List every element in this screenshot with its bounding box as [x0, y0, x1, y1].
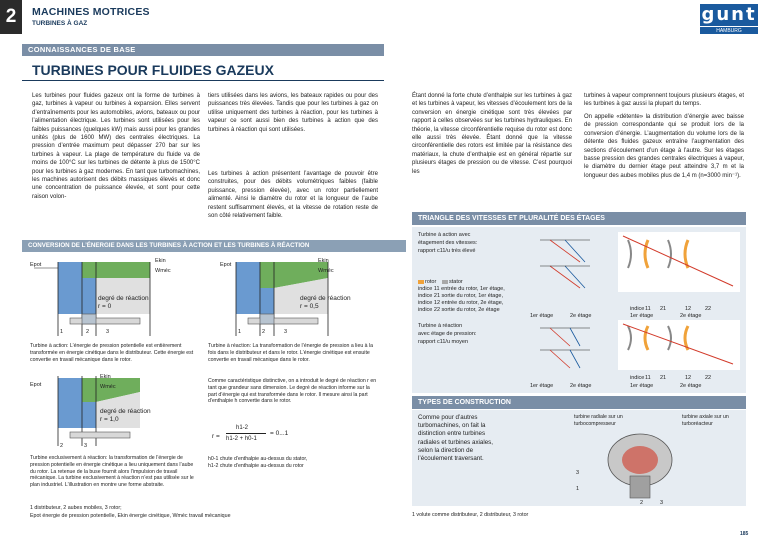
- intro-paragraph-6: On appelle «détente» la distribution d’énergie avec baisse de pression correspondante qui se produit lors de la conversion d’énergie. L’augmentation du volume lors de la détente des fluides gazeux entraîne l’augmentation des sections d’écoulement d’un étage à l’autre. Sur les étages basse pression des grandes centrales électriques à vapeur, le diamètre du dernier étage peut atteindre 3,7 m et la longueur des aubes mobiles plus de 1,4 m (n=3000 min⁻¹).: [584, 114, 744, 179]
- intro-paragraph-5: turbines à vapeur comprennent toujours plusieurs étages, et les turbines à gaz aussi la plupart du temps.: [584, 93, 744, 108]
- chapter-subtitle: TURBINES À GAZ: [32, 20, 88, 27]
- diagram-reaction-turbine: [208, 258, 378, 338]
- formula-range: = 0...1: [270, 430, 289, 437]
- construction-part-3: 3: [576, 470, 580, 476]
- reaction-turbine-svg: [208, 258, 378, 338]
- construction-part-2: 2: [640, 500, 644, 506]
- intro-paragraph-1: Les turbines pour fluides gazeux ont la forme de turbines à gaz, turbines à vapeur ou turbines à expansion. Elles servent d’entraînements pour les automobiles, avions, bateaux ou pour l’alimentation électrique. Les turbines sont utilisées pour les faibles puissances (quelques kW) mais aussi pour les grandes unités (plus de 1600 MW) des centrales électriques. La pression d’entrée maximum peut dépasser 270 bar sur les turbines à vapeur. La plage de température du fluide va de moins de 100°C sur les turbines de détente à plus de 1500°C pour les turbines à gaz modernes. En tant que turbomachines, les machines autorisent des débits massiques élevés et donc une concentration de puissance élevée, et sont pour cette raison volon-: [32, 93, 200, 200]
- caption-pure-reaction: Turbine exclusivement à réaction: la transformation de l’énergie de pression potentielle en énergie cinétique a lieu uniquement dans l’aube du rotor. La retenue de la buse fournit alors l’impulsion de travail mécanique. La turbine exclusivement à réaction n’est pas utilisée sur le plan industriel. L’illustration en montre une forme abstraite.: [30, 455, 194, 489]
- ekin-label-2: Ekin: [318, 258, 329, 264]
- axial-turbine-label: turbine axiale sur un turboréacteur: [682, 414, 729, 427]
- action-turbine-title-1: Turbine à action avec: [418, 232, 471, 238]
- index-12-b: 12: [685, 375, 692, 381]
- intro-paragraph-2: tiers utilisées dans les avions, les bateaux rapides ou pour des puissances très élevées. Tandis que pour les turbines à gaz on utilise uniquement des turbines à réaction, pour les turbines à vapeur ce sont aussi bien des turbines à action que des turbines à réaction qui sont utilisées.: [208, 93, 378, 133]
- part-number-2b: 2: [262, 329, 266, 335]
- chapter-number: 2: [0, 0, 22, 34]
- part-number-2a: 2: [86, 329, 90, 335]
- ekin-label-3: Ekin: [100, 374, 111, 380]
- formula-fraction-bar: [226, 433, 266, 434]
- velocity-triangles-action: [530, 232, 600, 292]
- page-title: TURBINES POUR FLUIDES GAZEUX: [32, 62, 274, 78]
- part-number-1a: 1: [60, 329, 64, 335]
- legend-rotor-label: rotor: [425, 279, 437, 285]
- logo-text: gunt: [701, 4, 757, 25]
- epot-label-1: Epot: [30, 262, 42, 268]
- construction-text: Comme pour d’autres turbomachines, on fait la distinction entre turbines radiales et turbines axiales, selon la direction de l’écoulement traversant.: [418, 414, 493, 463]
- caption-action-turbine: Turbine à action: L’énergie de pression potentielle est entièrement transformée en énergie cinétique dans le distributeur. Cette énergie est convertie en travail mécanique dans le rotor.: [30, 343, 194, 363]
- blade-action-svg: [618, 232, 740, 292]
- reaction-turbine-title-1: Turbine à réaction: [418, 323, 463, 329]
- reaction-degree-label-2: degré de réaction: [300, 295, 351, 302]
- radial-turbine-label: turbine radiale sur un turbocompresseur: [574, 414, 623, 427]
- blade-schematic-action: [618, 232, 740, 292]
- part-number-1b: 1: [238, 329, 242, 335]
- index-21-a: 21: [660, 306, 667, 312]
- formula-denominator: h1-2 + h0-1: [226, 436, 257, 442]
- intro-paragraph-3: Les turbines à action présentent l’avantage de pouvoir être construites, pour des débits volumétriques faibles (faible puissance, pression élevée), avec un rotor partiellement alimenté. Ainsi le diamètre du rotor et la longueur de l’aube restent suffisamment élevés, et la vitesse de rotation reste de son côté relativement faible.: [208, 171, 378, 220]
- epot-label-3: Epot: [30, 382, 42, 388]
- blade-schematic-reaction: [618, 320, 740, 370]
- wmec-label-1: Wméc: [155, 268, 171, 274]
- construction-part-1: 1: [576, 486, 580, 492]
- part-number-3a: 3: [106, 329, 110, 335]
- action-turbine-title-2: étagement des vitesses:: [418, 240, 478, 246]
- epot-label-2: Epot: [220, 262, 232, 268]
- construction-footnote: 1 volute comme distributeur, 2 distributeur, 3 rotor: [412, 512, 529, 518]
- action-turbine-title-3: rapport c11/u très élevé: [418, 248, 476, 254]
- velocity-triangles-reaction: [530, 320, 600, 375]
- stages-bar: TRIANGLE DES VITESSES ET PLURALITÉ DES ÉTAGES: [412, 212, 746, 225]
- intro-paragraph-4: Étant donné la forte chute d’enthalpie sur les turbines à gaz et les turbines à vapeur, les vitesses d’écoulement lors de la conversion en énergie cinétique sont très élevées par rapport à celles observées sur les turbines hydrauliques. En théorie, la vitesse circonférentielle requise du rotor est donc elle aussi très élevée. Étant donné que la vitesse circonférentielle des rotors est limitée par la résistance des matériaux, la chute d’enthalpie est en général répartie sur plusieurs étages de pression ou de vitesse. C’est pourquoi les: [412, 93, 572, 175]
- velocity-triangle-action-svg: [530, 232, 600, 292]
- index-21-b: 21: [660, 375, 667, 381]
- wmec-label-2: Wméc: [318, 268, 334, 274]
- reaction-degree-description: Comme caractéristique distinctive, on a introduit le degré de réaction r en tant que grandeur sans dimension. Le degré de réaction informe sur la part d’énergie qui est transformée dans le rotor. Il mesure ainsi la part d’enthalpie h convertie dans le rotor.: [208, 378, 377, 405]
- enthalpy-definition-1: h0-1 chute d’enthalpie au-dessus du stator,: [208, 456, 308, 462]
- part-number-2c: 2: [60, 443, 64, 449]
- reaction-degree-label-3: degré de réaction: [100, 408, 151, 415]
- chapter-title: MACHINES MOTRICES: [32, 6, 150, 18]
- stage-1-label-d: 1er étage: [630, 383, 654, 389]
- index-12-desc: indice 12 entrée du rotor, 2e étage,: [418, 300, 504, 306]
- stage-2-label-b: 2e étage: [680, 313, 702, 319]
- conversion-footnote-1: 1 distributeur, 2 aubes mobiles, 3 rotor;: [30, 505, 122, 511]
- index-22-a: 22: [705, 306, 712, 312]
- reaction-degree-value-3: r = 1,0: [100, 416, 119, 423]
- enthalpy-definition-2: h1-2 chute d’enthalpie au-dessus du rotor: [208, 463, 304, 469]
- title-divider: [22, 80, 384, 81]
- reaction-degree-label-1: degré de réaction: [98, 295, 149, 302]
- construction-part-3b: 3: [660, 500, 664, 506]
- wmec-label-3: Wméc: [100, 384, 116, 390]
- reaction-degree-value-2: r = 0,5: [300, 303, 319, 310]
- blade-reaction-svg: [618, 320, 740, 370]
- legend-rotor-swatch: [418, 280, 424, 284]
- legend-stator-swatch: [442, 280, 448, 284]
- formula-r: r =: [212, 433, 220, 440]
- index-11-b: 11: [645, 375, 651, 381]
- stage-2-label-c: 2e étage: [570, 383, 592, 389]
- stage-2-label-d: 2e étage: [680, 383, 702, 389]
- logo-subtext: HAMBURG: [700, 26, 758, 34]
- stage-1-label-a: 1er étage: [530, 313, 554, 319]
- legend-stator-label: stator: [449, 279, 463, 285]
- ekin-label-1: Ekin: [155, 258, 166, 264]
- index-11-a: 11: [645, 306, 651, 312]
- caption-reaction-turbine: Turbine à réaction: La transformation de l’énergie de pression a lieu à la fois dans le distributeur et dans le rotor. L’énergie cinétique est ensuite convertie en travail mécanique dans le rotor.: [208, 343, 374, 363]
- index-label-a: indice: [630, 306, 645, 312]
- reaction-turbine-title-3: rapport c11/u moyen: [418, 339, 469, 345]
- formula-numerator: h1-2: [236, 425, 249, 431]
- index-22-desc: indice 22 sortie du rotor, 2e étage: [418, 307, 500, 313]
- gunt-logo: [700, 4, 758, 34]
- construction-bar: TYPES DE CONSTRUCTION: [412, 396, 746, 409]
- stage-1-label-b: 1er étage: [630, 313, 654, 319]
- radial-turbine-image: [600, 430, 680, 500]
- index-22-b: 22: [705, 375, 712, 381]
- part-number-3c: 3: [84, 443, 88, 449]
- index-11-desc: indice 11 entrée du rotor, 1er étage,: [418, 286, 505, 292]
- index-label-b: indice: [630, 375, 645, 381]
- section-bar: CONNAISSANCES DE BASE: [22, 44, 384, 56]
- page-number: 185: [740, 531, 749, 537]
- conversion-footnote-2: Epot énergie de pression potentielle, Ekin énergie cinétique, Wméc travail mécanique: [30, 513, 231, 519]
- velocity-triangle-reaction-svg: [530, 320, 600, 375]
- radial-turbine-svg: [600, 430, 680, 500]
- index-21-desc: indice 21 sortie du rotor, 1er étage,: [418, 293, 503, 299]
- stage-2-label-a: 2e étage: [570, 313, 592, 319]
- reaction-degree-value-1: r = 0: [98, 303, 112, 310]
- reaction-turbine-title-2: avec étage de pression:: [418, 331, 477, 337]
- stage-1-label-c: 1er étage: [530, 383, 554, 389]
- part-number-3b: 3: [284, 329, 288, 335]
- index-12-a: 12: [685, 306, 692, 312]
- conversion-bar: CONVERSION DE L’ÉNERGIE DANS LES TURBINES À ACTION ET LES TURBINES À RÉACTION: [22, 240, 406, 252]
